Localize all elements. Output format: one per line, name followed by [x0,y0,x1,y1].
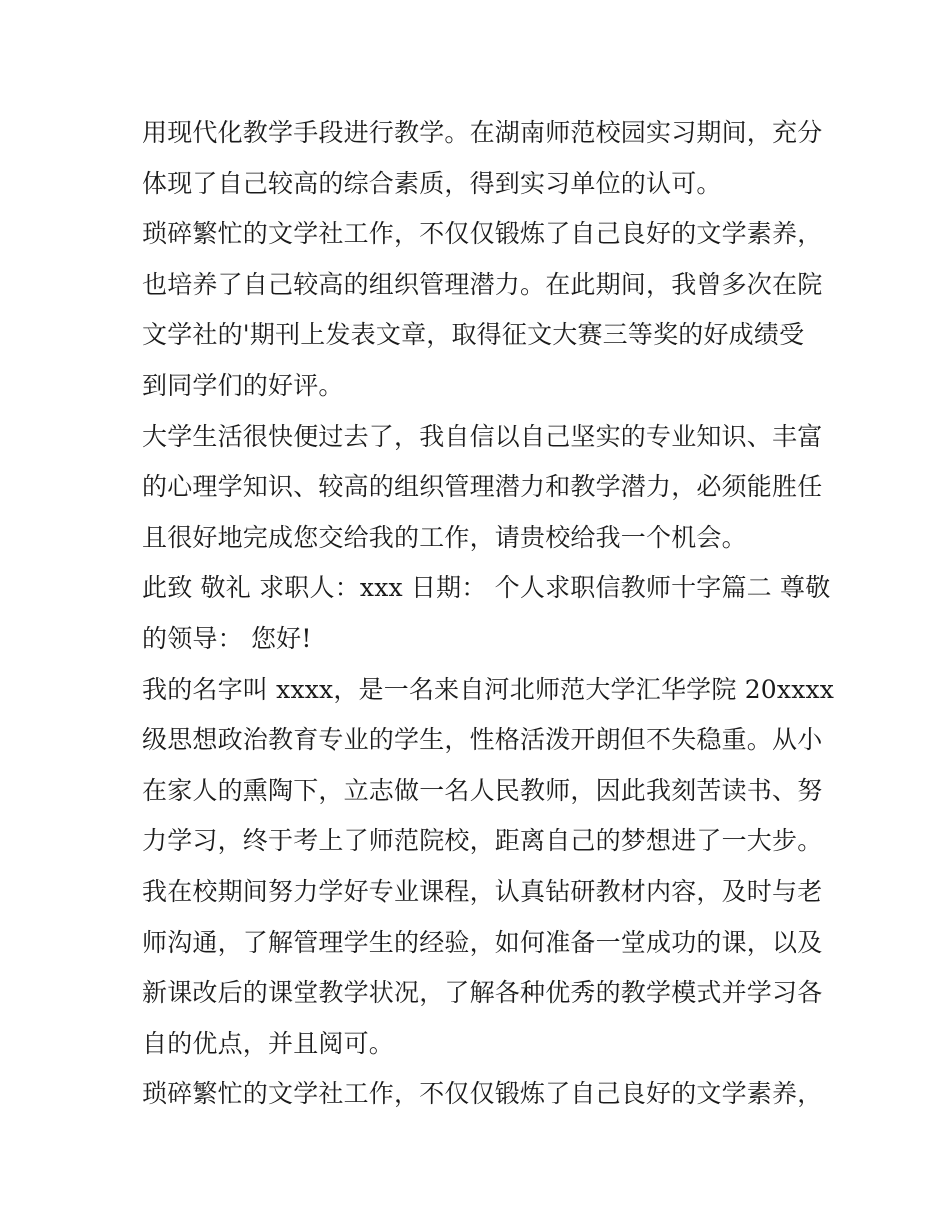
text-line: 级思想政治教育专业的学生，性格活泼开朗但不失稳重。从小 [142,725,823,755]
text-line: 我的名字叫 xxxx，是一名来自河北师范大学汇华学院 20xxxx [142,674,835,704]
text-line: 大学生活很快便过去了，我自信以自己坚实的专业知识、丰富 [142,421,823,451]
text-line: 新课改后的课堂教学状况，了解各种优秀的教学模式并学习各 [142,978,823,1008]
text-line: 在家人的熏陶下，立志做一名人民教师，因此我刻苦读书、努 [142,775,823,805]
text-line: 此致 敬礼 求职人：xxx 日期： 个人求职信教师十字篇二 尊敬 [142,573,831,603]
text-line: 的领导： 您好! [142,623,312,653]
text-line: 用现代化教学手段进行教学。在湖南师范校园实习期间，充分 [142,118,823,147]
text-line: 琐碎繁忙的文学社工作，不仅仅锻炼了自己良好的文学素养， [142,1079,823,1109]
text-line: 体现了自己较高的综合素质，得到实习单位的认可。 [142,168,722,198]
text-line: 琐碎繁忙的文学社工作，不仅仅锻炼了自己良好的文学素养， [142,219,823,249]
text-line: 的心理学知识、较高的组织管理潜力和教学潜力，必须能胜任 [142,472,823,502]
text-line: 且很好地完成您交给我的工作，请贵校给我一个机会。 [142,522,747,552]
text-line: 自的优点，并且阅可。 [142,1028,395,1058]
text-line: 我在校期间努力学好专业课程，认真钻研教材内容，及时与老 [142,876,823,906]
text-line: 到同学们的好评。 [142,370,344,400]
text-line: 文学社的'期刊上发表文章，取得征文大赛三等奖的好成绩受 [142,320,805,350]
text-line: 师沟通，了解管理学生的经验，如何准备一堂成功的课，以及 [142,927,823,957]
text-line: 也培养了自己较高的组织管理潜力。在此期间，我曾多次在院 [142,269,823,299]
document-body [142,108,835,1120]
text-line: 力学习，终于考上了师范院校，距离自己的梦想进了一大步。 [142,826,823,856]
